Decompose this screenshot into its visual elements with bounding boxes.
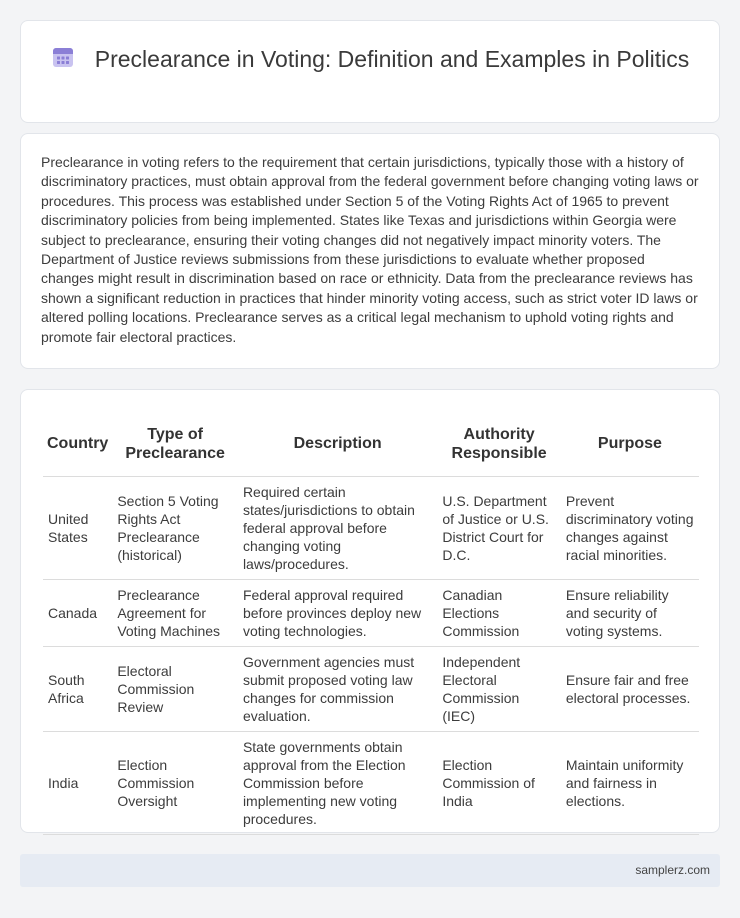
cell-description: Government agencies must submit proposed voting law changes for commission evaluation. <box>238 646 437 731</box>
cell-country: United States <box>43 476 112 579</box>
cell-country: Canada <box>43 579 112 646</box>
cell-type: Preclearance Agreement for Voting Machines <box>112 579 238 646</box>
cell-purpose: Ensure fair and free electoral processes. <box>561 646 699 731</box>
header-type: Type of Preclearance <box>112 412 238 476</box>
table-row <box>43 731 699 834</box>
header-authority: Authority Responsible <box>437 412 561 476</box>
cell-authority: Election Commission of India <box>437 731 561 834</box>
table-row <box>43 579 699 646</box>
header-description: Description <box>238 412 437 476</box>
cell-description: Required certain states/jurisdictions to obtain federal approval before changing voting laws/procedures. <box>238 476 437 579</box>
footer-bar <box>20 854 720 887</box>
calendar-icon <box>51 45 75 69</box>
cell-purpose: Ensure reliability and security of voting systems. <box>561 579 699 646</box>
cell-type: Election Commission Oversight <box>112 731 238 834</box>
cell-country: South Africa <box>43 646 112 731</box>
header-purpose: Purpose <box>561 412 699 476</box>
preclearance-table <box>43 412 699 835</box>
cell-country: India <box>43 731 112 834</box>
cell-description: Federal approval required before provinces deploy new voting technologies. <box>238 579 437 646</box>
cell-authority: Independent Electoral Commission (IEC) <box>437 646 561 731</box>
table-header-row <box>43 412 699 476</box>
cell-authority: Canadian Elections Commission <box>437 579 561 646</box>
table-row <box>43 476 699 579</box>
header-country: Country <box>43 412 112 476</box>
table-row <box>43 646 699 731</box>
page-title <box>21 44 719 74</box>
cell-type: Section 5 Voting Rights Act Preclearance (historical) <box>112 476 238 579</box>
cell-type: Electoral Commission Review <box>112 646 238 731</box>
intro-paragraph: Preclearance in voting refers to the requirement that certain jurisdictions, typically those with a history of discriminatory practices, must obtain approval from the federal government before changing voting laws or procedures. This process was established under Section 5 of the Voting Rights Act of 1965 to prevent discriminatory policies from being implemented. States like Texas and jurisdictions within Georgia were subject to preclearance, ensuring their voting changes did not negatively impact minority voters. The Department of Justice reviews submissions from these jurisdictions to evaluate whether proposed changes might result in discrimination based on race or ethnicity. Data from the preclearance reviews has shown a significant reduction in practices that hinder minority voting access, such as strict voter ID laws or altered polling locations. Preclearance serves as a critical legal mechanism to uphold voting rights and promote fair electoral practices. <box>41 154 699 345</box>
page-title-text: Preclearance in Voting: Definition and Examples in Politics <box>94 46 690 72</box>
cell-authority: U.S. Department of Justice or U.S. District Court for D.C. <box>437 476 561 579</box>
intro-card <box>20 133 720 369</box>
table-card <box>20 389 720 833</box>
footer-site-link[interactable]: samplerz.com <box>635 863 710 877</box>
cell-description: State governments obtain approval from the Election Commission before implementing new voting procedures. <box>238 731 437 834</box>
cell-purpose: Prevent discriminatory voting changes against racial minorities. <box>561 476 699 579</box>
title-card <box>20 20 720 123</box>
cell-purpose: Maintain uniformity and fairness in elections. <box>561 731 699 834</box>
